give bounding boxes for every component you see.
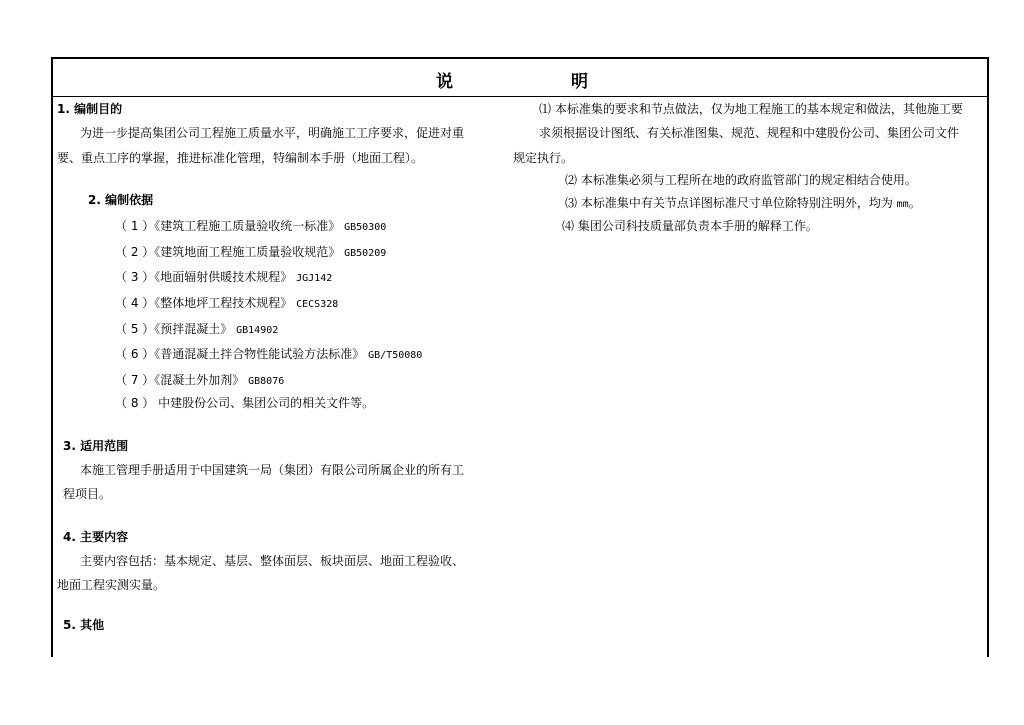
ref-item	[115, 346, 422, 364]
section-1-line-2: 要、重点工序的掌握，推进标准化管理，特编制本手册（地面工程）。	[57, 151, 424, 165]
section-3-line-2: 程项目。	[63, 487, 112, 501]
title-row	[53, 59, 987, 97]
ref-code: CECS328	[296, 299, 339, 310]
section-3-line-1: 本施工管理手册适用于中国建筑一局（集团）有限公司所属企业的所有工	[80, 463, 465, 477]
ref-number: （ 3 ）	[115, 270, 155, 284]
ref-title: 《混凝土外加剂》	[154, 373, 245, 387]
ref-title: 《整体地坪工程技术规程》	[154, 296, 293, 310]
note-1-line-3: 规定执行。	[513, 151, 574, 165]
ref-number: （ 1 ）	[115, 219, 155, 233]
note-3	[565, 195, 921, 213]
note-3-unit: mm	[896, 199, 909, 210]
section-2-heading: 2. 编制依据	[88, 193, 154, 207]
section-4-line-2: 地面工程实测实量。	[57, 578, 166, 592]
ref-item	[115, 321, 278, 339]
note-2: ⑵ 本标准集必须与工程所在地的政府监管部门的规定相结合使用。	[565, 173, 917, 187]
ref-title: 《普通混凝土拌合物性能试验方法标准》	[154, 347, 365, 361]
note-1-line-2: 求须根据设计图纸、有关标准图集、规范、规程和中建股份公司、集团公司文件	[539, 126, 960, 140]
ref-code: GB50300	[344, 222, 387, 233]
page-title: 说 明	[436, 72, 644, 92]
note-3-end: 。	[908, 196, 921, 210]
ref-item	[115, 244, 386, 262]
ref-number: （ 7 ）	[115, 373, 155, 387]
ref-code: GB/T50080	[368, 350, 423, 361]
ref-code: GB14902	[236, 325, 279, 336]
ref-code: GB8076	[248, 376, 285, 387]
section-4-heading: 4. 主要内容	[63, 530, 129, 544]
ref-item	[115, 269, 332, 287]
section-1-heading: 1. 编制目的	[57, 102, 123, 116]
ref-item	[115, 218, 386, 236]
ref-number: （ 2 ）	[115, 245, 155, 259]
note-4: ⑷ 集团公司科技质量部负责本手册的解释工作。	[562, 219, 818, 233]
ref-code: GB50209	[344, 248, 387, 259]
ref-title: 《建筑地面工程施工质量验收规范》	[154, 245, 341, 259]
section-5-heading: 5. 其他	[63, 618, 105, 632]
section-3-heading: 3. 适用范围	[63, 439, 129, 453]
note-1-line-1: ⑴ 本标准集的要求和节点做法，仅为地工程施工的基本规定和做法，其他施工要	[539, 102, 963, 116]
ref-item	[115, 295, 338, 313]
ref-title: 《地面辐射供暖技术规程》	[154, 270, 293, 284]
section-1-line-1: 为进一步提高集团公司工程施工质量水平，明确施工工序要求，促进对重	[80, 126, 465, 140]
ref-title: 《预拌混凝土》	[154, 322, 233, 336]
ref-number: （ 5 ）	[115, 322, 155, 336]
ref-title: 《建筑工程施工质量验收统一标准》	[154, 219, 341, 233]
ref-number: （ 4 ）	[115, 296, 155, 310]
ref-item-8: （ 8 ） 中建股份公司、集团公司的相关文件等。	[115, 396, 375, 410]
ref-item	[115, 372, 284, 390]
note-3-text: ⑶ 本标准集中有关节点详图标准尺寸单位除特别注明外，均为	[565, 196, 893, 210]
ref-code: JGJ142	[296, 273, 333, 284]
ref-number: （ 6 ）	[115, 347, 155, 361]
section-4-line-1: 主要内容包括：基本规定、基层、整体面层、板块面层、地面工程验收、	[80, 554, 465, 568]
